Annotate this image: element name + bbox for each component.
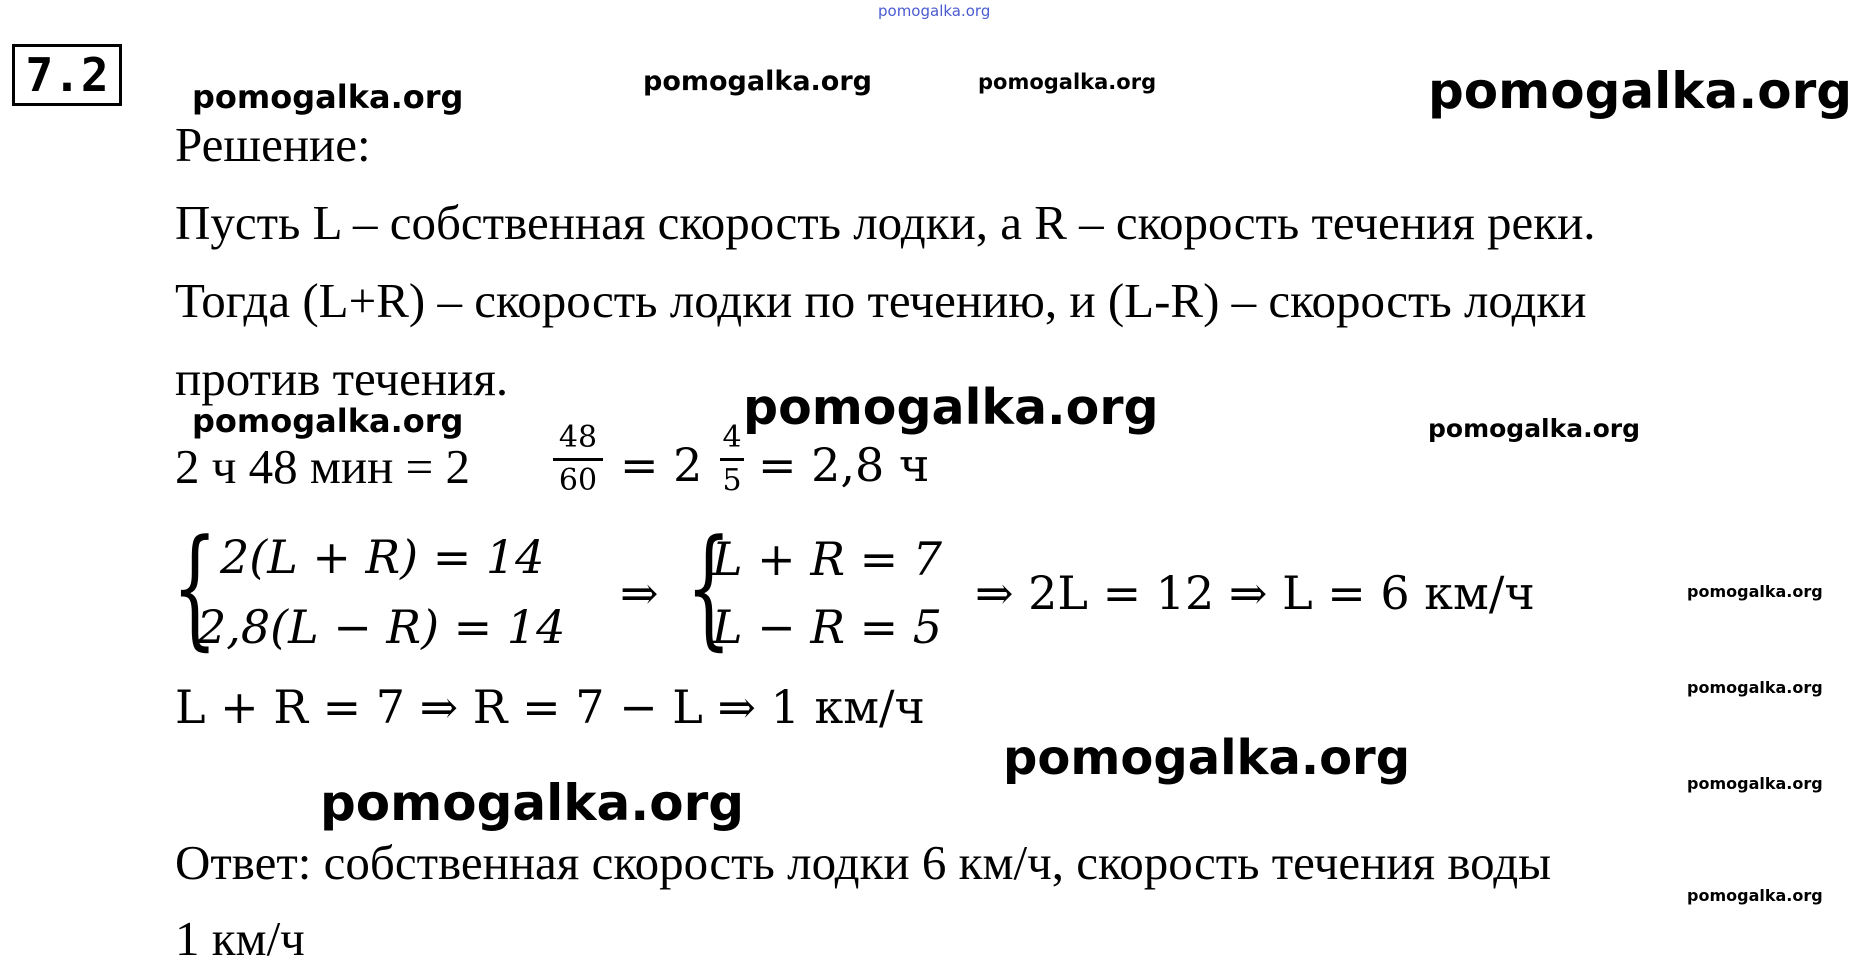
watermark: pomogalka.org <box>1687 774 1823 793</box>
left-brace: { <box>172 511 218 663</box>
right-brace: { <box>686 511 732 663</box>
equation-4: L − R = 5 <box>712 600 943 654</box>
watermark: pomogalka.org <box>743 379 1159 436</box>
equation-2: 2,8(L − R) = 14 <box>197 600 566 654</box>
time-conversion-mid: = 2 <box>620 438 703 492</box>
fraction-bar <box>553 458 603 461</box>
implies-arrow: ⇒ <box>620 566 659 620</box>
fraction-bar <box>720 458 744 461</box>
answer-line-1: Ответ: собственная скорость лодки 6 км/ч, скорость течения воды <box>175 835 1552 890</box>
watermark: pomogalka.org <box>1687 886 1823 905</box>
solution-heading: Решение: <box>175 117 371 172</box>
solution-line-1: Пусть L – собственная скорость лодки, а R – скорость течения реки. <box>175 195 1596 250</box>
watermark: pomogalka.org <box>978 70 1157 94</box>
time-conversion-lead: 2 ч 48 мин = 2 <box>175 439 470 494</box>
solution-line-3: против течения. <box>175 351 509 406</box>
header-watermark: pomogalka.org <box>878 2 991 20</box>
r-derivation: L + R = 7 ⇒ R = 7 − L ⇒ 1 км/ч <box>175 680 925 734</box>
equation-1: 2(L + R) = 14 <box>220 530 545 584</box>
watermark: pomogalka.org <box>192 78 464 116</box>
fraction-4-5 <box>720 420 744 499</box>
watermark: pomogalka.org <box>1428 62 1853 120</box>
time-conversion-tail: = 2,8 ч <box>758 438 930 492</box>
watermark: pomogalka.org <box>1003 730 1411 786</box>
fraction-numerator: 48 <box>558 420 598 455</box>
watermark: pomogalka.org <box>192 402 464 440</box>
fraction-denominator: 60 <box>558 463 598 498</box>
watermark: pomogalka.org <box>1687 582 1823 601</box>
fraction-48-60 <box>553 420 603 499</box>
solution-line-2: Тогда (L+R) – скорость лодки по течению, и (L-R) – скорость лодки <box>175 273 1587 328</box>
watermark: pomogalka.org <box>1428 414 1641 443</box>
fraction-denominator: 5 <box>722 463 742 498</box>
fraction-numerator: 4 <box>722 420 742 455</box>
equation-3: L + R = 7 <box>712 532 943 586</box>
watermark: pomogalka.org <box>1687 678 1823 697</box>
watermark: pomogalka.org <box>643 66 872 97</box>
system-result: ⇒ 2L = 12 ⇒ L = 6 км/ч <box>975 566 1535 620</box>
watermark: pomogalka.org <box>320 774 745 832</box>
problem-number: 7.2 <box>12 44 122 106</box>
answer-line-2: 1 км/ч <box>175 911 305 966</box>
